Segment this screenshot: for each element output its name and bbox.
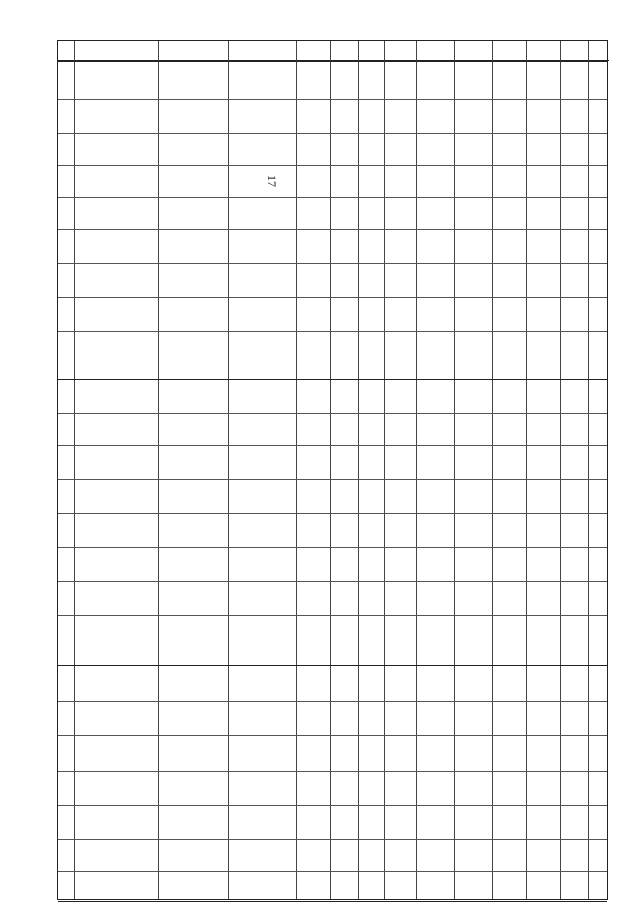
row-rule [58, 133, 607, 134]
row-rule [58, 701, 607, 702]
row-rule [58, 479, 607, 480]
row-rule [58, 99, 607, 100]
page-number: 17 [265, 175, 279, 187]
section-rule [58, 379, 607, 380]
row-rule [58, 735, 607, 736]
row-rule [58, 513, 607, 514]
row-rule [58, 297, 607, 298]
row-rule [58, 871, 607, 872]
row-rule [58, 771, 607, 772]
section-rule [58, 61, 607, 62]
row-rule [58, 839, 607, 840]
row-rule [58, 581, 607, 582]
row-rule [58, 615, 607, 616]
row-rule [58, 445, 607, 446]
section-rule [58, 901, 607, 902]
row-rule [58, 229, 607, 230]
row-rule [58, 165, 607, 166]
row-rule [58, 547, 607, 548]
row-rule [58, 263, 607, 264]
section-rule [58, 665, 607, 666]
row-rule [58, 331, 607, 332]
row-rule [58, 197, 607, 198]
row-rule [58, 413, 607, 414]
row-rule [58, 805, 607, 806]
budget-table [57, 40, 608, 900]
